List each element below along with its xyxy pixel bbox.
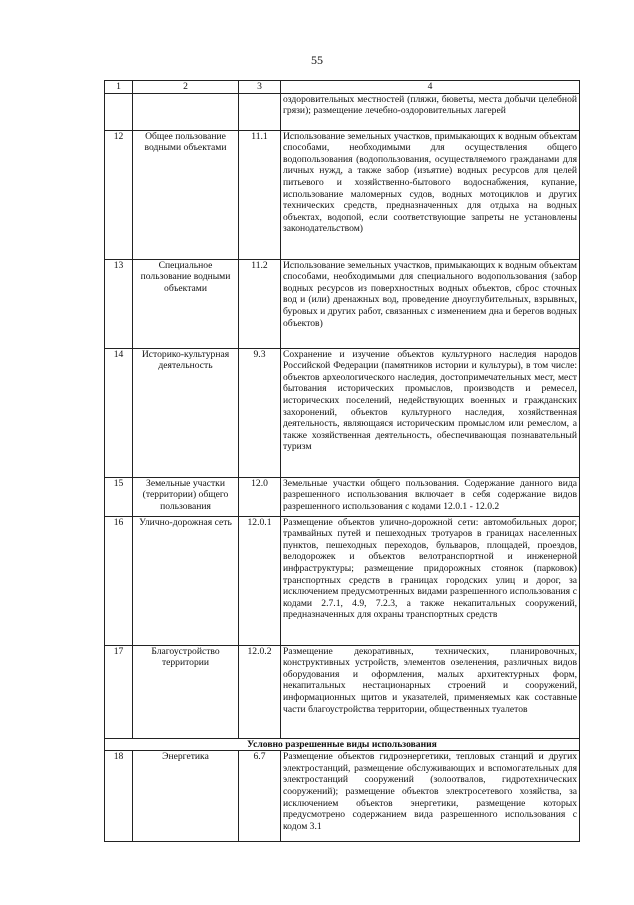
cell-name: Благоустройство территории (133, 645, 239, 738)
cell-number: 18 (105, 751, 133, 842)
section-title: Условно разрешенные виды использования (105, 738, 580, 751)
cell-code: 11.1 (239, 130, 281, 259)
header-col-1: 1 (105, 81, 133, 94)
cell-code: 12.0 (239, 477, 281, 516)
cell-name (133, 93, 239, 130)
table-row (105, 516, 580, 645)
cell-name: Общее пользование водными объектами (133, 130, 239, 259)
table-row (105, 645, 580, 738)
header-col-3: 3 (239, 81, 281, 94)
section-row (105, 738, 580, 751)
cell-number: 17 (105, 645, 133, 738)
header-col-2: 2 (133, 81, 239, 94)
cell-number: 13 (105, 259, 133, 348)
continuation-text: оздоровительных местностей (пляжи, бюветы, места добычи целебной грязи); размещение лечебно-оздоровительных лагерей (281, 93, 580, 130)
header-col-4: 4 (281, 81, 580, 94)
table-row (105, 751, 580, 842)
cell-num (105, 93, 133, 130)
cell-number: 12 (105, 130, 133, 259)
cell-code (239, 93, 281, 130)
cell-code: 12.0.2 (239, 645, 281, 738)
cell-description: Земельные участки общего пользования. Содержание данного вида разрешенного использования включает в себя содержание видов разрешенного использования с кодами 12.0.1 - 12.0.2 (281, 477, 580, 516)
cell-name: Специальное пользование водными объектами (133, 259, 239, 348)
table-header-row (105, 81, 580, 94)
table-row (105, 130, 580, 259)
cell-number: 14 (105, 348, 133, 477)
cell-description: Использование земельных участков, примыкающих к водным объектам способами, необходимыми для специального водопользования (забор водных ресурсов из поверхностных водных объектов, сброс сточных вод и (или) дренажных вод, проведение дноуглубительных, взрывных, буровых и других работ, связанных с изменением дна и берегов водных объектов) (281, 259, 580, 348)
table-row (105, 259, 580, 348)
cell-code: 12.0.1 (239, 516, 281, 645)
cell-number: 16 (105, 516, 133, 645)
cell-name: Историко-культурная деятельность (133, 348, 239, 477)
cell-code: 11.2 (239, 259, 281, 348)
cell-description: Размещение декоративных, технических, планировочных, конструктивных устройств, элементов озеленения, различных видов оборудования и оформления, малых архитектурных форм, некапитальных нестационарных строений и сооружений, информационных щитов и указателей, применяемых как составные части благоустройства территории, общественных туалетов (281, 645, 580, 738)
cell-code: 6.7 (239, 751, 281, 842)
cell-name: Улично-дорожная сеть (133, 516, 239, 645)
cell-description: Размещение объектов улично-дорожной сети: автомобильных дорог, трамвайных путей и пешеходных тротуаров в границах населенных пунктов, пешеходных переходов, бульваров, площадей, проездов, велодорожек и объектов велотранспортной и инженерной инфраструктуры; размещение придорожных стоянок (парковок) транспортных средств в границах городских улиц и дорог, за исключением предусмотренных видами разрешенного использования с кодами 2.7.1, 4.9, 7.2.3, а также некапитальных сооружений, предназначенных для охраны транспортных средств (281, 516, 580, 645)
cell-number: 15 (105, 477, 133, 516)
land-use-table (104, 80, 580, 842)
page-number: 55 (311, 53, 323, 67)
continuation-row (105, 93, 580, 130)
cell-name: Энергетика (133, 751, 239, 842)
cell-description: Использование земельных участков, примыкающих к водным объектам способами, необходимыми для осуществления общего водопользования (водопользования, осуществляемого гражданами для личных нужд, а также забор (изъятие) водных ресурсов для целей питьевого и хозяйственно-бытового водоснабжения, купание, использование маломерных судов, водных мотоциклов и других технических средств, предназначенных для отдыха на водных объектах, водопой, если соответствующие запреты не установлены законодательством) (281, 130, 580, 259)
table-row (105, 348, 580, 477)
cell-description: Сохранение и изучение объектов культурного наследия народов Российской Федерации (памятников истории и культуры), в том числе: объектов археологического наследия, достопримечательных мест, мест бытования исторических промыслов, производств и ремесел, исторических поселений, недействующих военных и гражданских захоронений, объектов культурного наследия, хозяйственная деятельность, являющаяся историческим промыслом или ремеслом, а также хозяйственная деятельность, обеспечивающая познавательный туризм (281, 348, 580, 477)
table-row (105, 477, 580, 516)
cell-code: 9.3 (239, 348, 281, 477)
cell-description: Размещение объектов гидроэнергетики, тепловых станций и других электростанций, размещение обслуживающих и вспомогательных для электростанций сооружений (золоотвалов, гидротехнических сооружений); размещение объектов электросетевого хозяйства, за исключением объектов энергетики, размещение которых предусмотрено содержанием вида разрешенного использования с кодом 3.1 (281, 751, 580, 842)
cell-name: Земельные участки (территории) общего пользования (133, 477, 239, 516)
